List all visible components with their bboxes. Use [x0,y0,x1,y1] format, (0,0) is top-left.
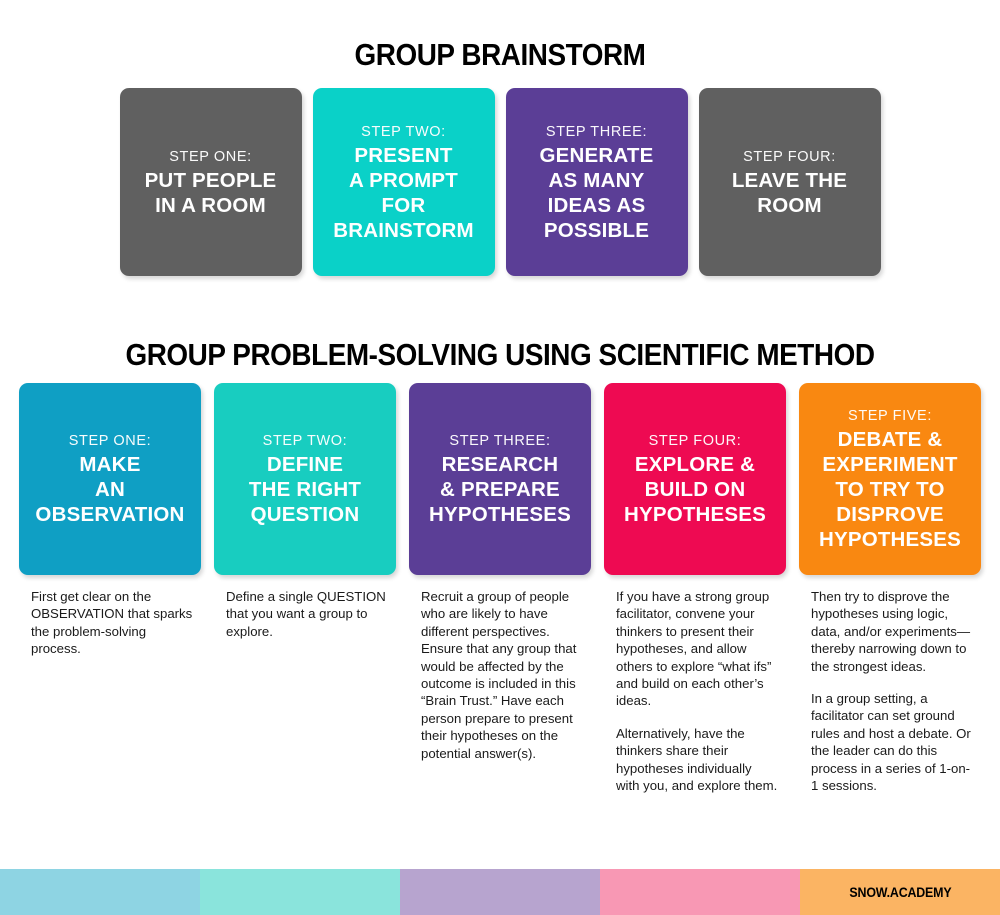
step-label: STEP TWO: [262,433,348,449]
description-paragraph: Define a single QUESTION that you want a group to explore. [226,589,386,639]
step-title-line: HYPOTHESES [818,528,962,551]
step-title-line: ROOM [757,193,822,217]
step-label: STEP THREE: [449,433,551,449]
step-card-brainstorm-4[interactable] [699,88,881,276]
step-label: STEP TWO: [361,123,446,140]
step-title-line: AN [94,478,125,501]
description-paragraph: First get clear on the OBSERVATION that sparks the problem-solving process. [31,589,193,657]
step-title-line: QUESTION [250,503,360,526]
step-title [624,452,766,527]
step-title-line: HYPOTHESES [428,503,572,526]
step-title-line: DISPROVE [836,503,944,526]
step-title-line: EXPERIMENT [822,453,958,476]
footer-segment-5 [800,869,1000,915]
step-title [732,168,847,218]
step-label: STEP FOUR: [648,433,742,449]
step-title-line: LEAVE THE [731,168,848,192]
step-title-line: GENERATE [539,143,654,167]
description-paragraph: In a group setting, a facilitator can set ground rules and host a debate. Or the leader can do this process in a series of 1-on-1 sessions. [811,691,971,794]
step-title [429,452,571,527]
step-description-3 [409,588,591,850]
footer-segment-2 [200,869,400,915]
step-title-line: TO TRY TO [835,478,945,501]
page-title-group-brainstorm: GROUP BRAINSTORM [354,37,646,72]
description-paragraph: Alternatively, have the thinkers share their hypotheses individually with you, and explore them. [616,725,778,794]
step-label: STEP FIVE: [848,408,932,424]
step-description-2 [214,588,396,850]
step-title-line: DEBATE & [837,428,943,451]
step-title-line: RESEARCH [441,453,559,476]
step-description-1 [19,588,201,850]
step-title [333,143,474,243]
step-title-line: EXPLORE & [634,453,756,476]
step-title-line: PRESENT [354,143,453,167]
step-title-line: DEFINE [266,453,344,476]
scientific-card-row [0,383,1000,577]
brainstorm-card-row [0,88,1000,278]
step-label: STEP THREE: [545,123,648,140]
step-title-line: IDEAS AS [547,193,646,217]
description-paragraph: Then try to disprove the hypotheses using logic, data, and/or experiments—thereby narrowing down to the strongest ideas. [811,589,971,674]
step-card-scientific-3[interactable] [409,383,591,575]
step-title-line: POSSIBLE [543,218,650,242]
description-paragraph: If you have a strong group facilitator, convene your thinkers to present their hypotheses, and allow others to explore “what ifs” and build on each other’s ideas. [616,589,772,709]
step-card-brainstorm-3[interactable] [506,88,688,276]
page-title-scientific-method: GROUP PROBLEM-SOLVING USING SCIENTIFIC METHOD [125,337,875,372]
footer-segment-4 [600,869,800,915]
step-card-scientific-5[interactable] [799,383,981,575]
step-label: STEP ONE: [68,433,152,449]
step-title-line: PUT PEOPLE [144,168,277,192]
step-title-line: BUILD ON [644,478,746,501]
step-title-line: OBSERVATION [35,503,185,526]
step-title [819,427,961,552]
step-title [540,143,654,243]
step-card-scientific-4[interactable] [604,383,786,575]
step-title-line: FOR [381,193,426,217]
brand-logo-text[interactable]: SNOW.ACADEMY [848,884,951,900]
step-label: STEP FOUR: [743,148,836,165]
step-card-scientific-2[interactable] [214,383,396,575]
description-paragraph: Recruit a group of people who are likely to have different perspectives. Ensure that any group that would be affected by the outcome is included in this “Brain Trust.” Have each person prepare to present their hypotheses on the potential answer(s). [421,589,577,761]
step-title-line: THE RIGHT [248,478,362,501]
scientific-description-row [0,588,1000,850]
step-title-line: MAKE [79,453,141,476]
step-card-brainstorm-2[interactable] [313,88,495,276]
step-title [249,452,361,527]
step-title-line: HYPOTHESES [623,503,767,526]
step-title-line: & PREPARE [440,478,560,501]
step-card-scientific-1[interactable] [19,383,201,575]
footer-segment-1 [0,869,200,915]
footer-segment-3 [400,869,600,915]
step-title [145,168,277,218]
step-description-4 [604,588,786,850]
footer-color-bar [0,869,1000,915]
step-title-line: AS MANY [548,168,645,192]
step-title-line: BRAINSTORM [333,218,474,242]
step-description-5 [799,588,981,850]
step-title [35,452,184,527]
step-card-brainstorm-1[interactable] [120,88,302,276]
step-title-line: IN A ROOM [155,193,266,217]
step-label: STEP ONE: [169,148,252,165]
step-title-line: A PROMPT [348,168,459,192]
